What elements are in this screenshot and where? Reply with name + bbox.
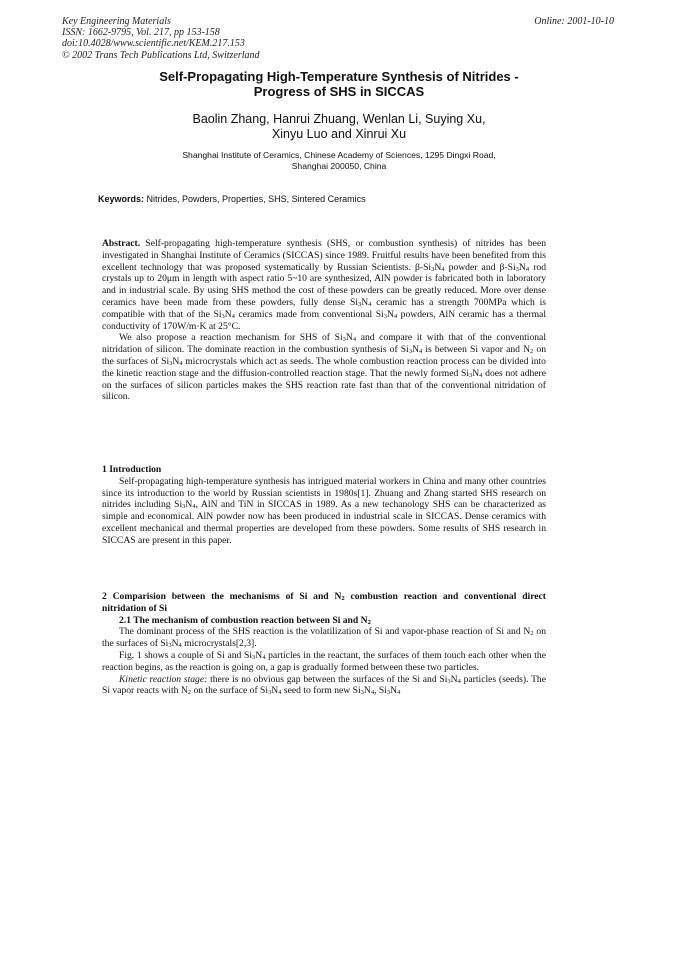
paper-title	[0, 69, 678, 99]
section-2-paragraph-2: Fig. 1 shows a couple of Si and $Si_3N_4$ particles in the reactant, the surfaces of them touch each other when the reaction begins, as the reaction is going on, a gap is gradually formed between these two particles.	[102, 649, 546, 673]
journal-header	[62, 16, 260, 61]
introduction-section	[102, 464, 546, 547]
affiliation-line-2: Shanghai 200050, China	[291, 160, 387, 171]
doi-line: doi:10.4028/www.scientific.net/KEM.217.153	[62, 38, 245, 50]
author-list	[0, 112, 678, 142]
abstract	[102, 238, 546, 403]
issn-line: ISSN: 1662-9795, Vol. 217, pp 153-158	[62, 27, 220, 39]
section-2-paragraph-1: The dominant process of the SHS reaction is the volatilization of Si and vapor-phase reaction of Si and $N_2$ on the surfaces of $Si_3N_4$ microcrystals[2,3].	[102, 626, 546, 650]
introduction-heading: 1 Introduction	[102, 464, 162, 475]
keywords-text: Nitrides, Powders, Properties, SHS, Sintered Ceramics	[146, 194, 366, 204]
section-2	[102, 591, 546, 697]
section-2-paragraph-3: Kinetic reaction stage: there is no obvious gap between the surfaces of the Si and $Si_3N_4$ particles (seeds). The Si vapor reacts with $N_2$ on the surface of $Si_3N_4$ seed to form new $Si_3N_4$, $Si_3N_4$	[102, 673, 546, 697]
abstract-label: Abstract.	[102, 238, 141, 249]
affiliation-line-1: Shanghai Institute of Ceramics, Chinese Academy of Sciences, 1295 Dingxi Road,	[182, 150, 496, 160]
copyright-line: © 2002 Trans Tech Publications Ltd, Switzerland	[62, 49, 260, 61]
title-line-2: Progress of SHS in SICCAS	[253, 84, 425, 99]
subsection-2-1-heading: 2.1 The mechanism of combustion reaction between Si and $N_2$	[119, 614, 371, 626]
section-2-heading: 2 Comparision between the mechanisms of Si and $N_2$ combustion reaction and conventional direct nitridation of Si	[102, 591, 546, 614]
abstract-paragraph-2: We also propose a reaction mechanism for SHS of $Si_3N_4$ and compare it with that of the conventional nitridation of silicon. The dominate reaction in the combustion synthesis of $Si_3N_4$ is between Si vapor and $N_2$ on the surfaces of $Si_3N_4$ microcrystals which act as seeds. The whole combustion reaction process can be divided into the kinetic reaction stage and the diffusion-controlled reaction stage. That the newly formed $Si_3N_4$ does not adhere on the surfaces of silicon particles makes the SHS reaction rate fast than that of the conventional nitridation of silicon.	[102, 332, 546, 403]
authors-line-2: Xinyu Luo and Xinrui Xu	[271, 127, 407, 141]
online-date: Online: 2001-10-10	[534, 16, 614, 27]
abstract-paragraph-1: Abstract. Self-propagating high-temperature synthesis (SHS, or combustion synthesis) of nitrides has been investigated in Shanghai Institute of Ceramics (SICCAS) since 1989. Fruitful results have been benefited from this excellent technology that was proposed systematically by Russian Scientists. $\beta-Si_3N_4$ powder and $\beta-Si_3N_4$ rod crystals up to 20μm in length with aspect ratio 5~10 are synthesized, AlN powder is fabricated both in laboratory and in industrial scale. By using SHS method the cost of these powders can be greatly reduced. More over dense ceramics have been made from these powders, fully dense $Si_3N_4$ ceramic has a strength 700MPa which is compatible with that of the $Si_3N_4$ ceramics made from conventional $Si_3N_4$ powders, AlN ceramic has a thermal conductivity of 170W/m·K at 25°C.	[102, 238, 547, 332]
keywords	[98, 194, 366, 204]
introduction-paragraph: Self-propagating high-temperature synthesis has intrigued material workers in China and many other countries since its introduction to the world by Russian scientists in 1980s[1]. Zhuang and Zhang started SHS research on nitrides including $Si_3N_4$, AlN and TiN in SICCAS in 1989. As a new techanology SHS can be characterized as simple and economical. AlN powder now has been produced in industrial scale in SICCAS. Dense ceramics with excellent mechanical and thermal properties are developed from these powders. Some results of SHS research in SICCAS are present in this paper.	[102, 475, 546, 546]
authors-line-1: Baolin Zhang, Hanrui Zhuang, Wenlan Li, Suying Xu,	[192, 112, 486, 126]
journal-name: Key Engineering Materials	[62, 16, 171, 27]
affiliation	[0, 150, 678, 171]
keywords-label: Keywords:	[98, 194, 145, 204]
title-line-1: Self-Propagating High-Temperature Synthesis of Nitrides -	[159, 69, 519, 84]
